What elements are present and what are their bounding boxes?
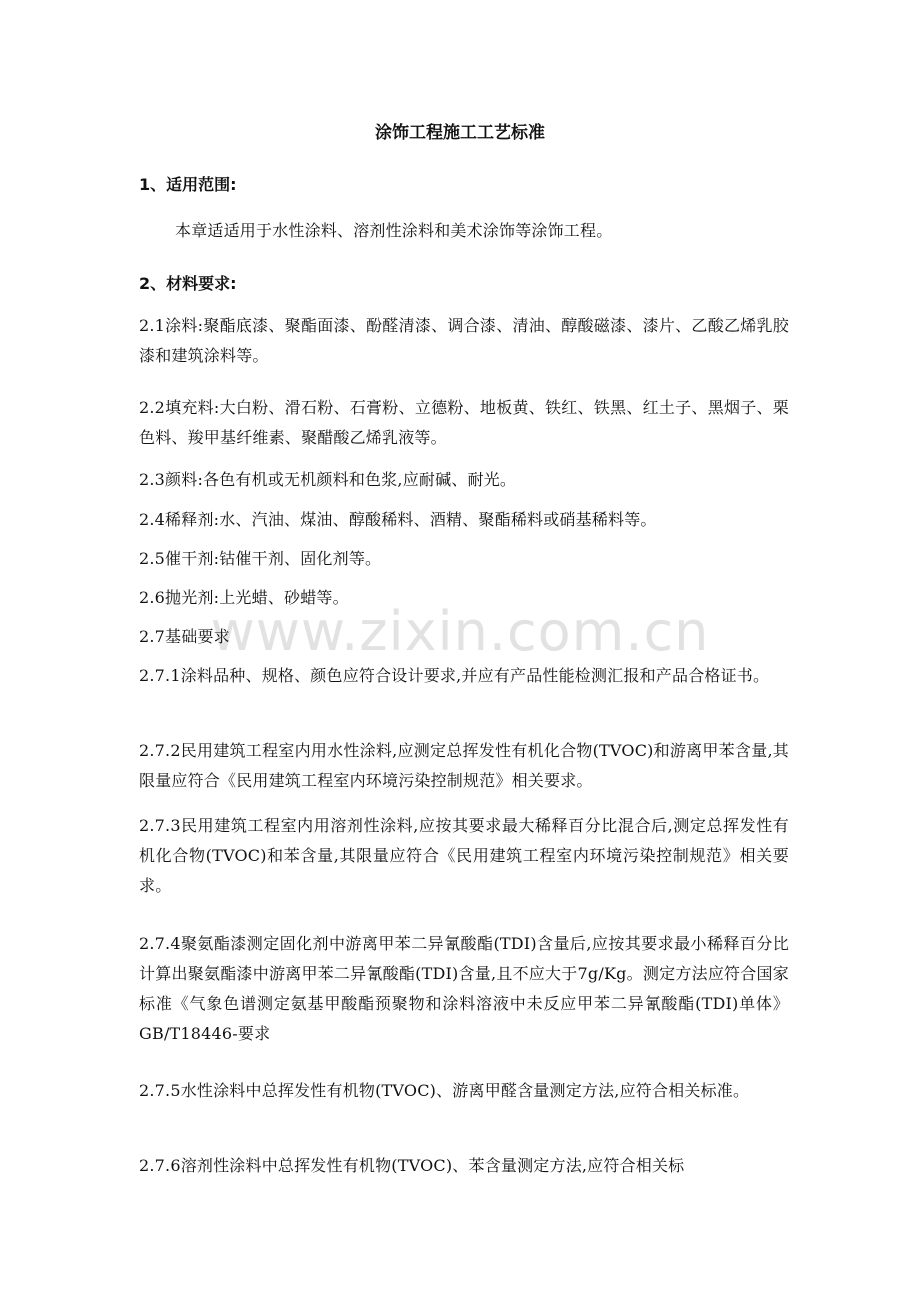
paragraph-2-6: 2.6抛光剂:上光蜡、砂蜡等。 [139, 588, 349, 607]
paragraph-2-7-3: 2.7.3民用建筑工程室内用溶剂性涂料,应按其要求最大稀释百分比混合后,测定总挥发性有机化合物(TVOC)和苯含量,其限量应符合《民用建筑工程室内环境污染控制规范》相关要求。 [139, 816, 789, 895]
watermark: www.zixin.com.cn [210, 600, 710, 663]
section-heading-scope: 1、适用范围: [139, 175, 237, 194]
paragraph-2-3: 2.3颜料:各色有机或无机颜料和色浆,应耐碱、耐光。 [139, 470, 517, 489]
paragraph-2-7: 2.7基础要求 [139, 627, 230, 646]
paragraph-scope: 本章适适用于水性涂料、溶剂性涂料和美术涂饰等涂饰工程。 [175, 221, 613, 240]
paragraph-2-7-6: 2.7.6溶剂性涂料中总挥发性有机物(TVOC)、苯含量测定方法,应符合相关标 [139, 1156, 685, 1175]
paragraph-2-2: 2.2填充料:大白粉、滑石粉、石膏粉、立德粉、地板黄、铁红、铁黑、红土子、黑烟子、栗色料、羧甲基纤维素、聚醋酸乙烯乳液等。 [139, 398, 789, 447]
paragraph-2-1: 2.1涂料:聚酯底漆、聚酯面漆、酚醛清漆、调合漆、清油、醇酸磁漆、漆片、乙酸乙烯乳胶漆和建筑涂料等。 [139, 316, 789, 365]
paragraph-2-7-1: 2.7.1涂料品种、规格、颜色应符合设计要求,并应有产品性能检测汇报和产品合格证书。 [139, 666, 770, 685]
paragraph-2-4: 2.4稀释剂:水、汽油、煤油、醇酸稀料、酒精、聚酯稀料或硝基稀料等。 [139, 510, 657, 529]
paragraph-2-5: 2.5催干剂:钴催干剂、固化剂等。 [139, 549, 382, 568]
paragraph-2-7-4: 2.7.4聚氨酯漆测定固化剂中游离甲苯二异氰酸酯(TDI)含量后,应按其要求最小稀释百分比计算出聚氨酯漆中游离甲苯二异氰酸酯(TDI)含量,且不应大于7g/Kg。测定方法应符合国家标准《气象色谱测定氨基甲酸酯预聚物和涂料溶液中未反应甲苯二异氰酸酯(TDI)单体》GB/T18446-要求 [139, 934, 789, 1043]
section-heading-materials: 2、材料要求: [139, 274, 237, 293]
document-title: 涂饰工程施工工艺标准 [375, 123, 545, 143]
paragraph-2-7-5: 2.7.5水性涂料中总挥发性有机物(TVOC)、游离甲醛含量测定方法,应符合相关标准。 [139, 1081, 750, 1100]
paragraph-2-7-2: 2.7.2民用建筑工程室内用水性涂料,应测定总挥发性有机化合物(TVOC)和游离甲苯含量,其限量应符合《民用建筑工程室内环境污染控制规范》相关要求。 [139, 741, 789, 790]
